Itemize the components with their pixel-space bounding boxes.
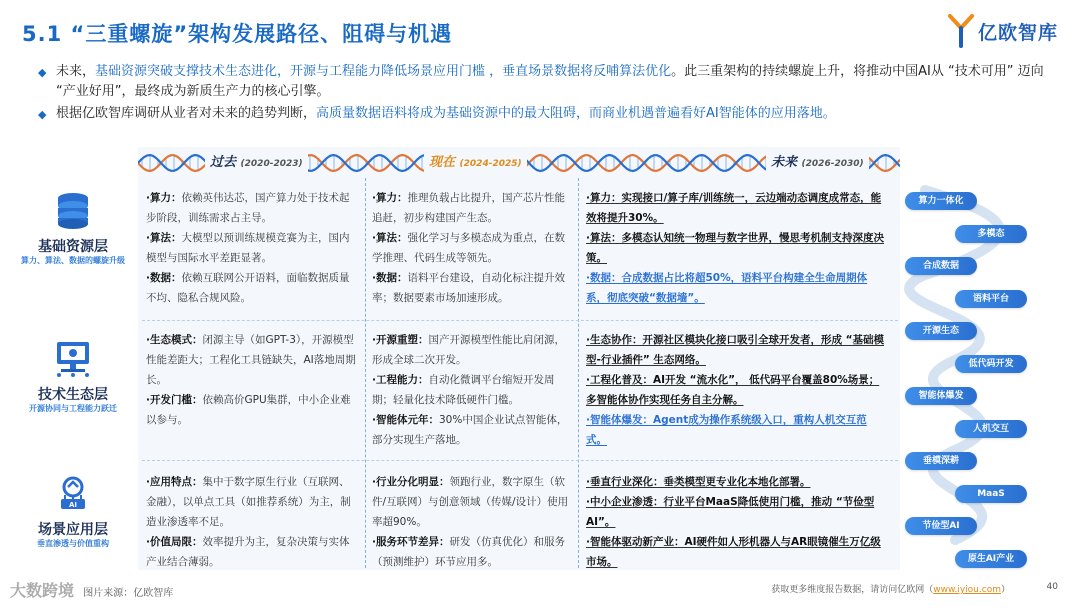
svg-text:AI: AI — [68, 501, 78, 509]
cell-text: 闭源主导（如GPT-3），开源模型性能差距大；工程化工具链缺失，AI落地周期长。 — [146, 334, 356, 386]
keyword-pill: 算力一体化 — [905, 192, 977, 210]
cell-text: 研发（仿真优化）和服务（预测维护）环节应用多。 — [372, 536, 565, 568]
bullet-text — [56, 62, 1048, 102]
layer-foundation — [18, 190, 128, 266]
cell-text: 依赖英伟达芯，国产算力处于技术起步阶段，训练需求占主导。 — [146, 192, 350, 224]
cell-text: 集中于数字原生行业（互联网、金融），以单点工具（如推荐系统）为主，制造业渗透率不足。 — [146, 476, 351, 528]
layer-name: 场景应用层 — [38, 522, 108, 538]
bullet-item — [38, 62, 1048, 102]
cell-line — [372, 188, 572, 228]
bullet-item — [38, 104, 1048, 125]
cell-text: 语料平台建设，自动化标注提升效率；数据要素市场加速形成。 — [372, 272, 565, 304]
logo-text: 亿欧智库 — [977, 21, 1058, 44]
monitor-network-icon — [53, 338, 93, 378]
cell-text: 30%中国企业试点智能体，部分实现生产落地。 — [372, 414, 568, 446]
cell-line — [372, 410, 572, 450]
timeline-now-years: (2024-2025) — [459, 159, 522, 169]
footer-text-end: ） — [1000, 585, 1010, 595]
cell-foundation-past — [146, 188, 358, 308]
cell-foundation-now — [372, 188, 572, 308]
timeline-past-years: (2020-2023) — [240, 159, 303, 169]
layer-subtitle: 垂直渗透与价值重构 — [37, 539, 109, 548]
logo — [948, 14, 1058, 48]
cell-line — [146, 228, 358, 268]
cell-text: 推理负载占比提升，国产芯片性能追赶，初步构建国产生态。 — [372, 192, 565, 224]
cell-line: ·算力：实现接口/算子库/训练统一，云边端动态调度成常态，能效将提升30%。 — [586, 192, 882, 224]
cell-text: 自动化微调平台缩短开发周期；轻量化技术降低硬件门槛。 — [372, 374, 555, 406]
cell-key: ·数据： — [146, 272, 182, 284]
cell-text: 强化学习与多模态成为重点，在数学推理、代码生成等领先。 — [372, 232, 565, 264]
source-note: 图片来源：亿欧智库 — [83, 588, 174, 599]
keyword-pill: 低代码开发 — [955, 355, 1027, 373]
cell-line: ·垂直行业深化：垂类模型更专业化本地化部署。 — [586, 476, 811, 488]
layer-subtitle: 开源协同与工程能力跃迁 — [29, 404, 117, 413]
column-divider — [365, 178, 366, 568]
cell-line: ·智能体爆发：Agent成为操作系统级入口，重构人机交互范式。 — [586, 414, 867, 446]
cell-scenario-past — [146, 472, 358, 572]
row-divider — [142, 460, 898, 461]
layer-name: 技术生态层 — [38, 387, 108, 403]
cell-line — [372, 268, 572, 308]
cell-key: ·算力： — [372, 192, 408, 204]
bullet-text — [56, 104, 836, 125]
cell-tech-future — [586, 330, 886, 450]
footer-source — [10, 578, 173, 601]
cell-line — [146, 390, 358, 430]
cell-line — [372, 472, 572, 532]
cell-scenario-future — [586, 472, 886, 572]
cell-text: 效率提升为主，复杂决策与实体产业结合薄弱。 — [146, 536, 350, 568]
bullet-segment: 。此三重架构的持续螺旋上升，将推动中国AI从 “技术可用” 迈向 “产业好用”，最终成为新质生产力的核心引擎。 — [56, 64, 1044, 99]
cell-line: ·算法：多模态认知统一物理与数字世界，慢思考机制支持深度决策。 — [586, 232, 884, 264]
keyword-pill: MaaS — [955, 485, 1027, 503]
summary-bullets — [38, 62, 1048, 127]
keyword-pill: 开源生态 — [905, 322, 977, 340]
cell-line: ·中小企业渗透：行业平台MaaS降低使用门槛，推动 “节俭型AI”。 — [586, 496, 875, 528]
cell-line: ·生态协作：开源社区模块化接口吸引全球开发者，形成 “基础模型-行业插件” 生态网络。 — [586, 334, 885, 366]
timeline-past — [205, 153, 308, 174]
timeline-future-years: (2026-2030) — [801, 159, 864, 169]
timeline-future-name: 未来 — [771, 155, 798, 170]
cell-key: ·数据： — [372, 272, 408, 284]
cell-key: ·服务环节差异： — [372, 536, 450, 548]
keyword-pill: 原生AI产业 — [955, 550, 1027, 568]
cell-line — [146, 532, 358, 572]
bullet-highlight: 高质量数据语料将成为基础资源中的最大阻碍，而商业机遇普遍看好AI智能体的应用落地。 — [316, 106, 836, 121]
cell-key: ·开源重塑： — [372, 334, 429, 346]
keyword-pill: 智能体爆发 — [905, 387, 977, 405]
timeline-now — [424, 153, 527, 174]
footer-text: 获取更多维度报告数据，请访问亿欧网（ — [771, 585, 934, 595]
page-title: 5.1 “三重螺旋”架构发展路径、阻碍与机遇 — [22, 22, 453, 46]
column-divider — [578, 178, 579, 568]
cell-line — [372, 330, 572, 370]
diamond-bullet-icon: ◆ — [38, 108, 47, 121]
cell-line — [146, 268, 358, 308]
cell-key: ·应用特点： — [146, 476, 203, 488]
database-icon — [53, 190, 93, 230]
layer-name: 基础资源层 — [38, 239, 108, 255]
cell-key: ·行业分化明显： — [372, 476, 450, 488]
keyword-pill: 多模态 — [955, 225, 1027, 243]
cell-text: 国产开源模型性能比肩闭源，形成全球二次开发。 — [372, 334, 565, 366]
cell-line: ·智能体驱动新产业：AI硬件如人形机器人与AR眼镜催生万亿级市场。 — [586, 536, 881, 568]
footer-link[interactable]: www.iyiou.com — [933, 585, 1001, 595]
footer-note — [771, 582, 1010, 595]
keyword-pill: 节俭型AI — [905, 517, 977, 535]
cell-line: ·工程化普及：AI开发 “流水化”， 低代码平台覆盖80%场景；多智能体协作实现任务自主分解。 — [586, 374, 880, 406]
layer-subtitle: 算力、算法、数据的螺旋升级 — [21, 256, 125, 265]
cell-tech-now — [372, 330, 572, 450]
cell-text: 依赖高价GPU集群，中小企业难以参与。 — [146, 394, 351, 426]
cell-key: ·生态模式： — [146, 334, 203, 346]
cell-scenario-now — [372, 472, 572, 572]
cell-key: ·工程能力： — [372, 374, 429, 386]
timeline-now-name: 现在 — [429, 155, 456, 170]
watermark-text: 大数跨境 — [10, 581, 75, 600]
cell-line: ·数据：合成数据占比将超50%，语料平台构建全生命周期体系，彻底突破“数据墙”。 — [586, 272, 868, 304]
cell-key: ·价值局限： — [146, 536, 203, 548]
layer-tech-ecosystem — [18, 338, 128, 414]
timeline-past-name: 过去 — [210, 155, 237, 170]
cell-line — [372, 532, 572, 572]
cell-line — [372, 370, 572, 410]
bullet-segment: 根据亿欧智库调研从业者对未来的趋势判断， — [56, 106, 317, 121]
layer-scenario-application — [18, 473, 128, 549]
cell-text: 大模型以预训练规模竞赛为主，国内模型与国际水平差距显著。 — [146, 232, 350, 264]
cell-key: ·算法： — [372, 232, 408, 244]
diamond-bullet-icon: ◆ — [38, 66, 47, 79]
cell-text: 依赖互联网公开语料，面临数据质量不均、隐私合规风险。 — [146, 272, 350, 304]
page-number: 40 — [1046, 582, 1058, 592]
cell-line — [146, 472, 358, 532]
logo-icon — [948, 14, 974, 48]
timeline-future — [766, 153, 869, 174]
cell-foundation-future — [586, 188, 886, 308]
cell-key: ·算力： — [146, 192, 182, 204]
keyword-pill: 合成数据 — [905, 257, 977, 275]
ai-chip-icon — [53, 473, 93, 513]
keyword-pill: 人机交互 — [955, 420, 1027, 438]
row-divider — [142, 320, 898, 321]
cell-line — [146, 188, 358, 228]
keyword-pill: 垂模深耕 — [905, 452, 977, 470]
cell-key: ·算法： — [146, 232, 182, 244]
cell-line — [372, 228, 572, 268]
bullet-segment: 未来， — [56, 64, 96, 79]
cell-tech-past — [146, 330, 358, 430]
cell-key: ·开发门槛： — [146, 394, 203, 406]
cell-key: ·智能体元年： — [372, 414, 439, 426]
cell-text: 领跑行业，数字原生（软件/互联网）与创意领域（传媒/设计）使用率超90%。 — [372, 476, 569, 528]
keyword-pill: 语料平台 — [955, 290, 1027, 308]
bullet-highlight: 基础资源突破支撑技术生态进化，开源与工程能力降低场景应用门槛 ，垂直场景数据将反哺算法优化 — [95, 64, 672, 79]
cell-line — [146, 330, 358, 390]
